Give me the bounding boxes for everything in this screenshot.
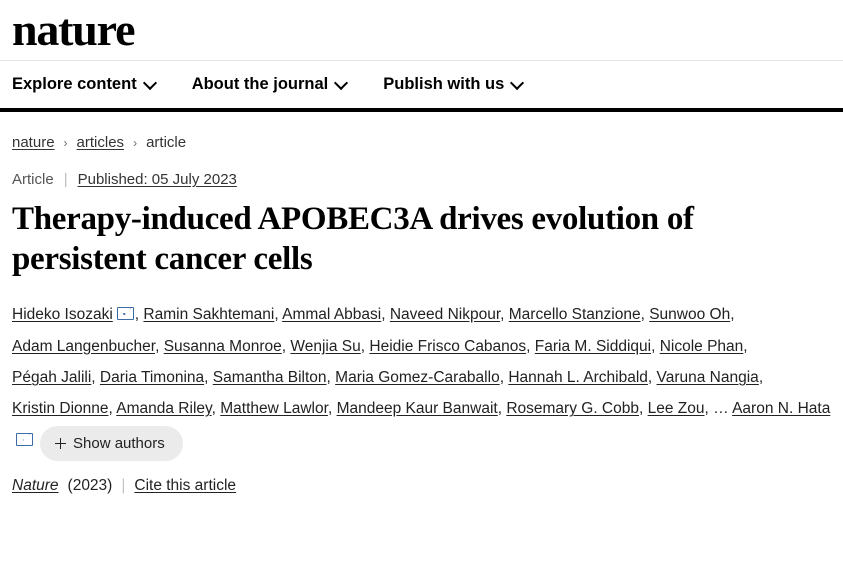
author-link[interactable]: Matthew Lawlor bbox=[220, 400, 328, 418]
breadcrumb-item-nature[interactable]: nature bbox=[12, 134, 55, 152]
author-link[interactable]: Marcello Stanzione bbox=[508, 306, 641, 324]
chevron-down-icon bbox=[145, 77, 156, 88]
nav-item-about-the-journal[interactable] bbox=[192, 75, 348, 94]
chevron-down-icon bbox=[336, 77, 347, 88]
nav-item-label: Explore content bbox=[12, 75, 137, 94]
email-icon[interactable] bbox=[117, 307, 134, 320]
author-link[interactable]: Samantha Bilton bbox=[212, 369, 327, 387]
plus-icon bbox=[55, 438, 66, 449]
journal-citation bbox=[12, 477, 831, 495]
main-navigation bbox=[0, 61, 843, 112]
email-icon[interactable] bbox=[16, 433, 33, 446]
show-authors-button[interactable] bbox=[40, 426, 183, 461]
author-link[interactable]: Hideko Isozaki bbox=[12, 306, 113, 324]
authors-ellipsis: … bbox=[713, 400, 729, 418]
citation-divider: | bbox=[121, 476, 126, 494]
author-link[interactable]: Susanna Monroe bbox=[163, 337, 282, 355]
nav-item-label: Publish with us bbox=[383, 75, 505, 94]
site-masthead bbox=[0, 0, 843, 61]
author-link[interactable]: Pégah Jalili bbox=[12, 369, 92, 387]
author-link[interactable]: Sunwoo Oh bbox=[649, 306, 731, 324]
author-list: Hideko Isozaki , Ramin Sakhtemani, Ammal Abbasi, Naveed Nikpour, Marcello Stanzione, Sunwoo Oh, Adam Langenbucher, Susanna Monroe, Wenjia Su, Heidie Frisco Cabanos, Faria M. Siddiqui, Nicole Phan, Pégah Jalili, Daria Timonina, Samantha Bilton, Maria Gomez-Caraballo, Hannah L. Archibald, Varuna Nangia, Kristin Dionne, Amanda Riley, Matthew Lawlor, Mandeep Kaur Banwait, Rosemary G. Cobb, Lee Zou, … Aaron N. Hata Show authors bbox=[12, 299, 831, 460]
journal-name-link[interactable]: Nature bbox=[12, 476, 59, 494]
author-link-last[interactable]: Aaron N. Hata bbox=[732, 400, 831, 418]
author-link[interactable]: Wenjia Su bbox=[290, 337, 361, 355]
author-link[interactable]: Naveed Nikpour bbox=[389, 306, 501, 324]
breadcrumb-separator-icon: › bbox=[133, 135, 138, 150]
author-link[interactable]: Mandeep Kaur Banwait bbox=[336, 400, 498, 418]
article-meta bbox=[12, 171, 831, 188]
author-link[interactable]: Rosemary G. Cobb bbox=[506, 400, 639, 418]
author-link[interactable]: Daria Timonina bbox=[99, 369, 205, 387]
article-content bbox=[0, 112, 843, 494]
breadcrumb-item-articles[interactable]: articles bbox=[76, 134, 125, 152]
author-link[interactable]: Kristin Dionne bbox=[12, 400, 109, 418]
author-link[interactable]: Adam Langenbucher bbox=[12, 337, 156, 355]
breadcrumb bbox=[12, 134, 831, 151]
breadcrumb-separator-icon: › bbox=[63, 135, 68, 150]
author-link[interactable]: Heidie Frisco Cabanos bbox=[369, 337, 527, 355]
meta-divider: | bbox=[63, 171, 68, 189]
breadcrumb-item-article: article bbox=[146, 134, 187, 152]
journal-year: (2023) bbox=[67, 476, 113, 494]
show-authors-label: Show authors bbox=[73, 434, 165, 452]
page-title: Therapy-induced APOBEC3A drives evolution of persistent cancer cells bbox=[12, 201, 694, 277]
author-link[interactable]: Ammal Abbasi bbox=[282, 306, 382, 324]
chevron-down-icon bbox=[512, 77, 523, 88]
published-date-link[interactable]: Published: 05 July 2023 bbox=[77, 171, 237, 189]
nav-item-publish-with-us[interactable] bbox=[383, 75, 523, 94]
author-link[interactable]: Varuna Nangia bbox=[656, 369, 759, 387]
author-link[interactable]: Hannah L. Archibald bbox=[508, 369, 648, 387]
author-link[interactable]: Maria Gomez-Caraballo bbox=[335, 369, 500, 387]
nav-item-explore-content[interactable] bbox=[12, 75, 156, 94]
author-link[interactable]: Lee Zou bbox=[647, 400, 705, 418]
nature-logo[interactable]: nature bbox=[12, 4, 135, 55]
author-link[interactable]: Ramin Sakhtemani bbox=[143, 306, 275, 324]
author-link[interactable]: Nicole Phan bbox=[659, 337, 744, 355]
author-link[interactable]: Amanda Riley bbox=[116, 400, 212, 418]
author-link[interactable]: Faria M. Siddiqui bbox=[534, 337, 652, 355]
cite-this-article-link[interactable]: Cite this article bbox=[134, 476, 237, 494]
article-type-label: Article bbox=[12, 171, 54, 189]
nav-item-label: About the journal bbox=[191, 75, 329, 94]
